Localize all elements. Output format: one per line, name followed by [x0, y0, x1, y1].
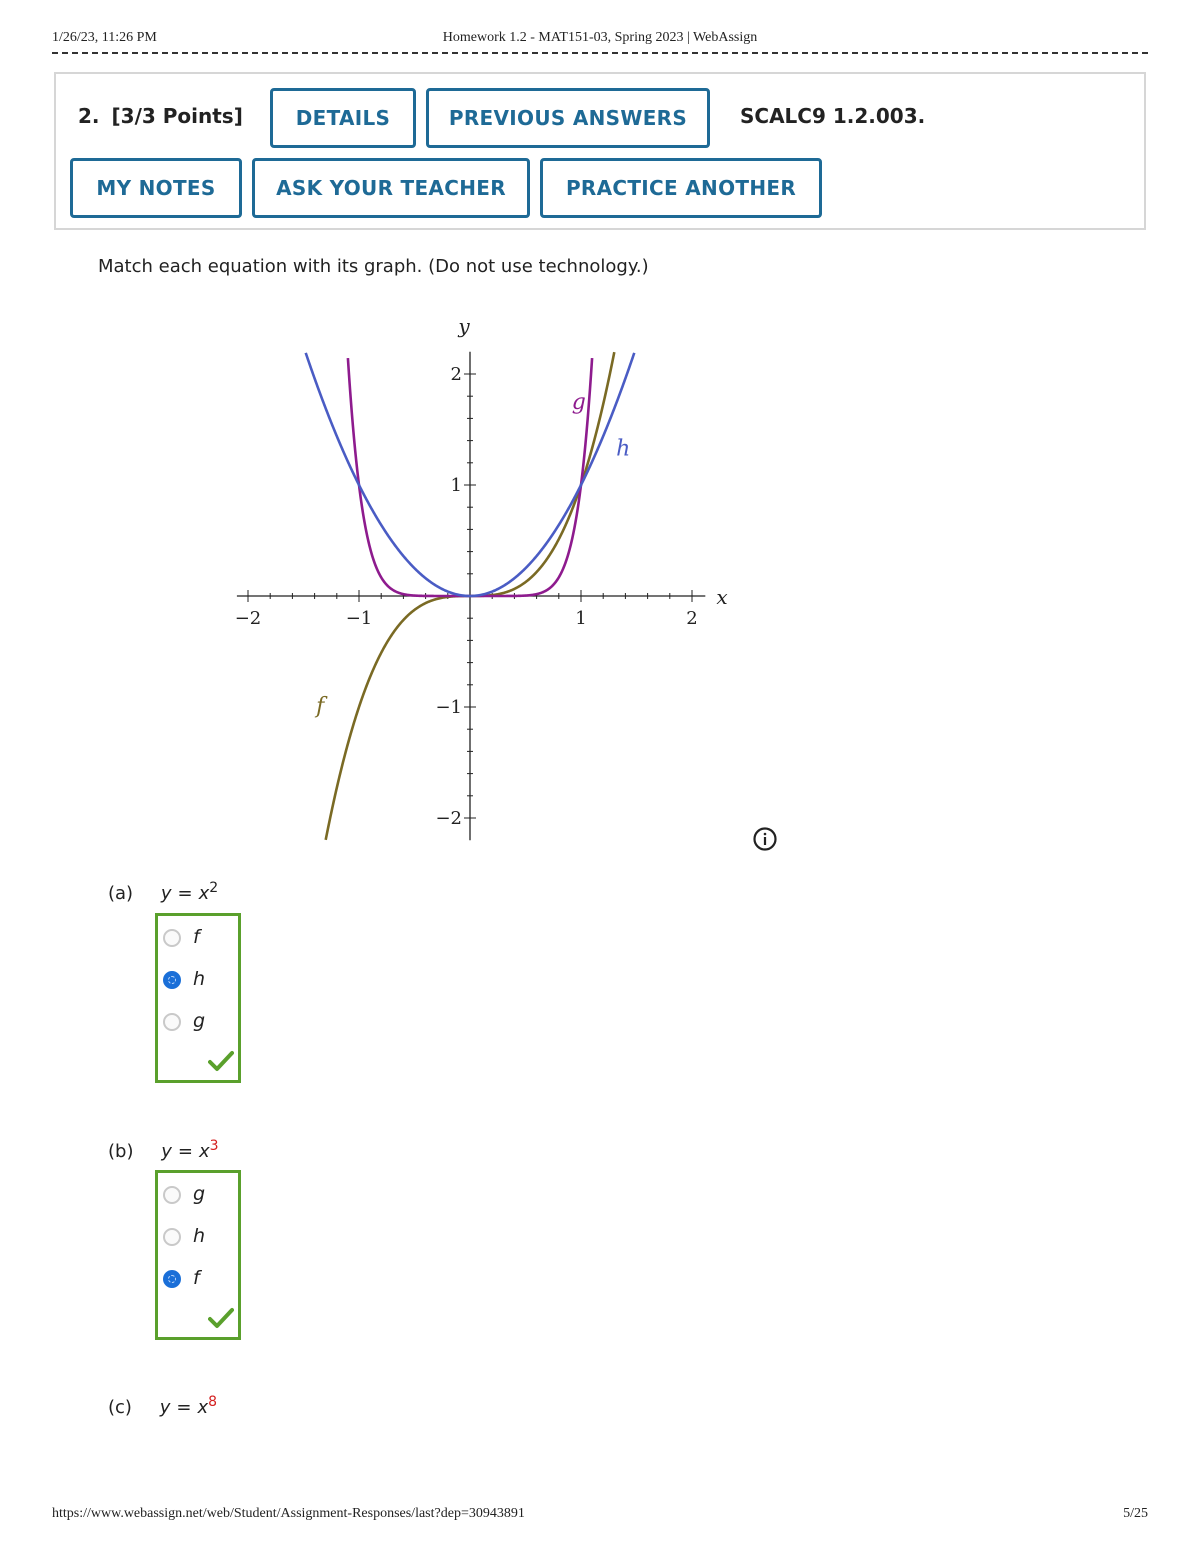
equation-lhs: y — [160, 883, 172, 904]
function-graph — [200, 305, 760, 855]
equation-exponent: 8 — [208, 1394, 218, 1410]
equation-base: x — [197, 1397, 209, 1418]
part-b-choice-3[interactable] — [163, 1267, 237, 1293]
part-a-equation — [160, 880, 219, 904]
x-tick-label: −2 — [234, 608, 262, 629]
print-url: https://www.webassign.net/web/Student/Assignment-Responses/last?dep=30943891 — [52, 1506, 525, 1521]
question-number — [78, 104, 243, 128]
y-axis-label: y — [458, 314, 470, 338]
choice-label: g — [193, 1010, 206, 1032]
choice-label: h — [193, 1225, 206, 1247]
print-title: Homework 1.2 - MAT151-03, Spring 2023 | WebAssign — [442, 30, 758, 45]
ask-your-teacher-button[interactable]: ASK YOUR TEACHER — [252, 158, 530, 218]
correct-check-icon — [208, 1307, 234, 1329]
part-a-choice-3[interactable] — [163, 1010, 237, 1036]
part-b-choices — [155, 1170, 241, 1340]
header-divider — [52, 52, 1148, 54]
equation-exponent: 2 — [209, 880, 219, 896]
print-footer — [52, 1506, 1148, 1526]
choice-label: h — [193, 968, 206, 990]
part-b-equation — [161, 1138, 219, 1162]
equation-lhs: y — [159, 1397, 171, 1418]
question-number-label: 2. — [78, 104, 100, 128]
x-tick-label: −1 — [345, 608, 373, 629]
y-tick-label: 1 — [450, 475, 462, 496]
radio-button[interactable] — [163, 929, 181, 947]
info-icon[interactable] — [752, 826, 778, 852]
equation-base: x — [198, 1141, 210, 1162]
x-axis-label: x — [716, 585, 728, 609]
part-c-equation — [159, 1394, 218, 1418]
equation-equals: = — [176, 1397, 192, 1418]
equation-exponent: 3 — [209, 1138, 219, 1154]
part-a-choice-1[interactable] — [163, 926, 237, 952]
equation-lhs: y — [161, 1141, 172, 1162]
radio-button[interactable] — [163, 1186, 181, 1204]
part-b-choice-2[interactable] — [163, 1225, 237, 1251]
part-a-choice-2[interactable] — [163, 968, 237, 994]
question-points: [3/3 Points] — [111, 104, 243, 128]
part-c-label — [108, 1394, 217, 1418]
details-button[interactable]: DETAILS — [270, 88, 416, 148]
curve-label-g: g — [571, 389, 586, 415]
question-reference: SCALC9 1.2.003. — [740, 104, 926, 128]
previous-answers-button[interactable]: PREVIOUS ANSWERS — [426, 88, 710, 148]
graph-labels — [235, 314, 728, 829]
part-label: (c) — [108, 1397, 132, 1418]
equation-equals: = — [177, 1141, 193, 1162]
radio-button[interactable] — [163, 1228, 181, 1246]
y-tick-label: −1 — [435, 697, 462, 718]
my-notes-button[interactable]: MY NOTES — [70, 158, 242, 218]
page-number: 5/25 — [1123, 1506, 1148, 1521]
part-a-choices — [155, 913, 241, 1083]
radio-button[interactable] — [163, 1270, 181, 1288]
correct-check-icon — [208, 1050, 234, 1072]
curve-label-f: f — [316, 694, 325, 719]
y-tick-label: −2 — [435, 808, 462, 829]
x-tick-label: 1 — [575, 608, 587, 629]
curve-label-h: h — [616, 436, 631, 462]
choice-label: f — [193, 926, 200, 948]
practice-another-button[interactable]: PRACTICE ANOTHER — [540, 158, 822, 218]
x-tick-label: 2 — [686, 608, 698, 629]
choice-label: f — [193, 1267, 200, 1289]
y-tick-label: 2 — [450, 364, 462, 385]
question-header-panel — [54, 72, 1146, 230]
print-header — [52, 30, 1148, 52]
choice-label: g — [193, 1183, 206, 1205]
equation-base: x — [198, 883, 210, 904]
radio-button[interactable] — [163, 971, 181, 989]
print-datetime: 1/26/23, 11:26 PM — [52, 30, 157, 45]
part-a-label — [108, 880, 218, 904]
question-instructions: Match each equation with its graph. (Do not use technology.) — [98, 256, 649, 277]
part-b-label — [108, 1138, 219, 1162]
part-b-choice-1[interactable] — [163, 1183, 237, 1209]
part-label: (b) — [108, 1141, 134, 1162]
equation-equals: = — [177, 883, 193, 904]
radio-button[interactable] — [163, 1013, 181, 1031]
part-label: (a) — [108, 883, 134, 904]
